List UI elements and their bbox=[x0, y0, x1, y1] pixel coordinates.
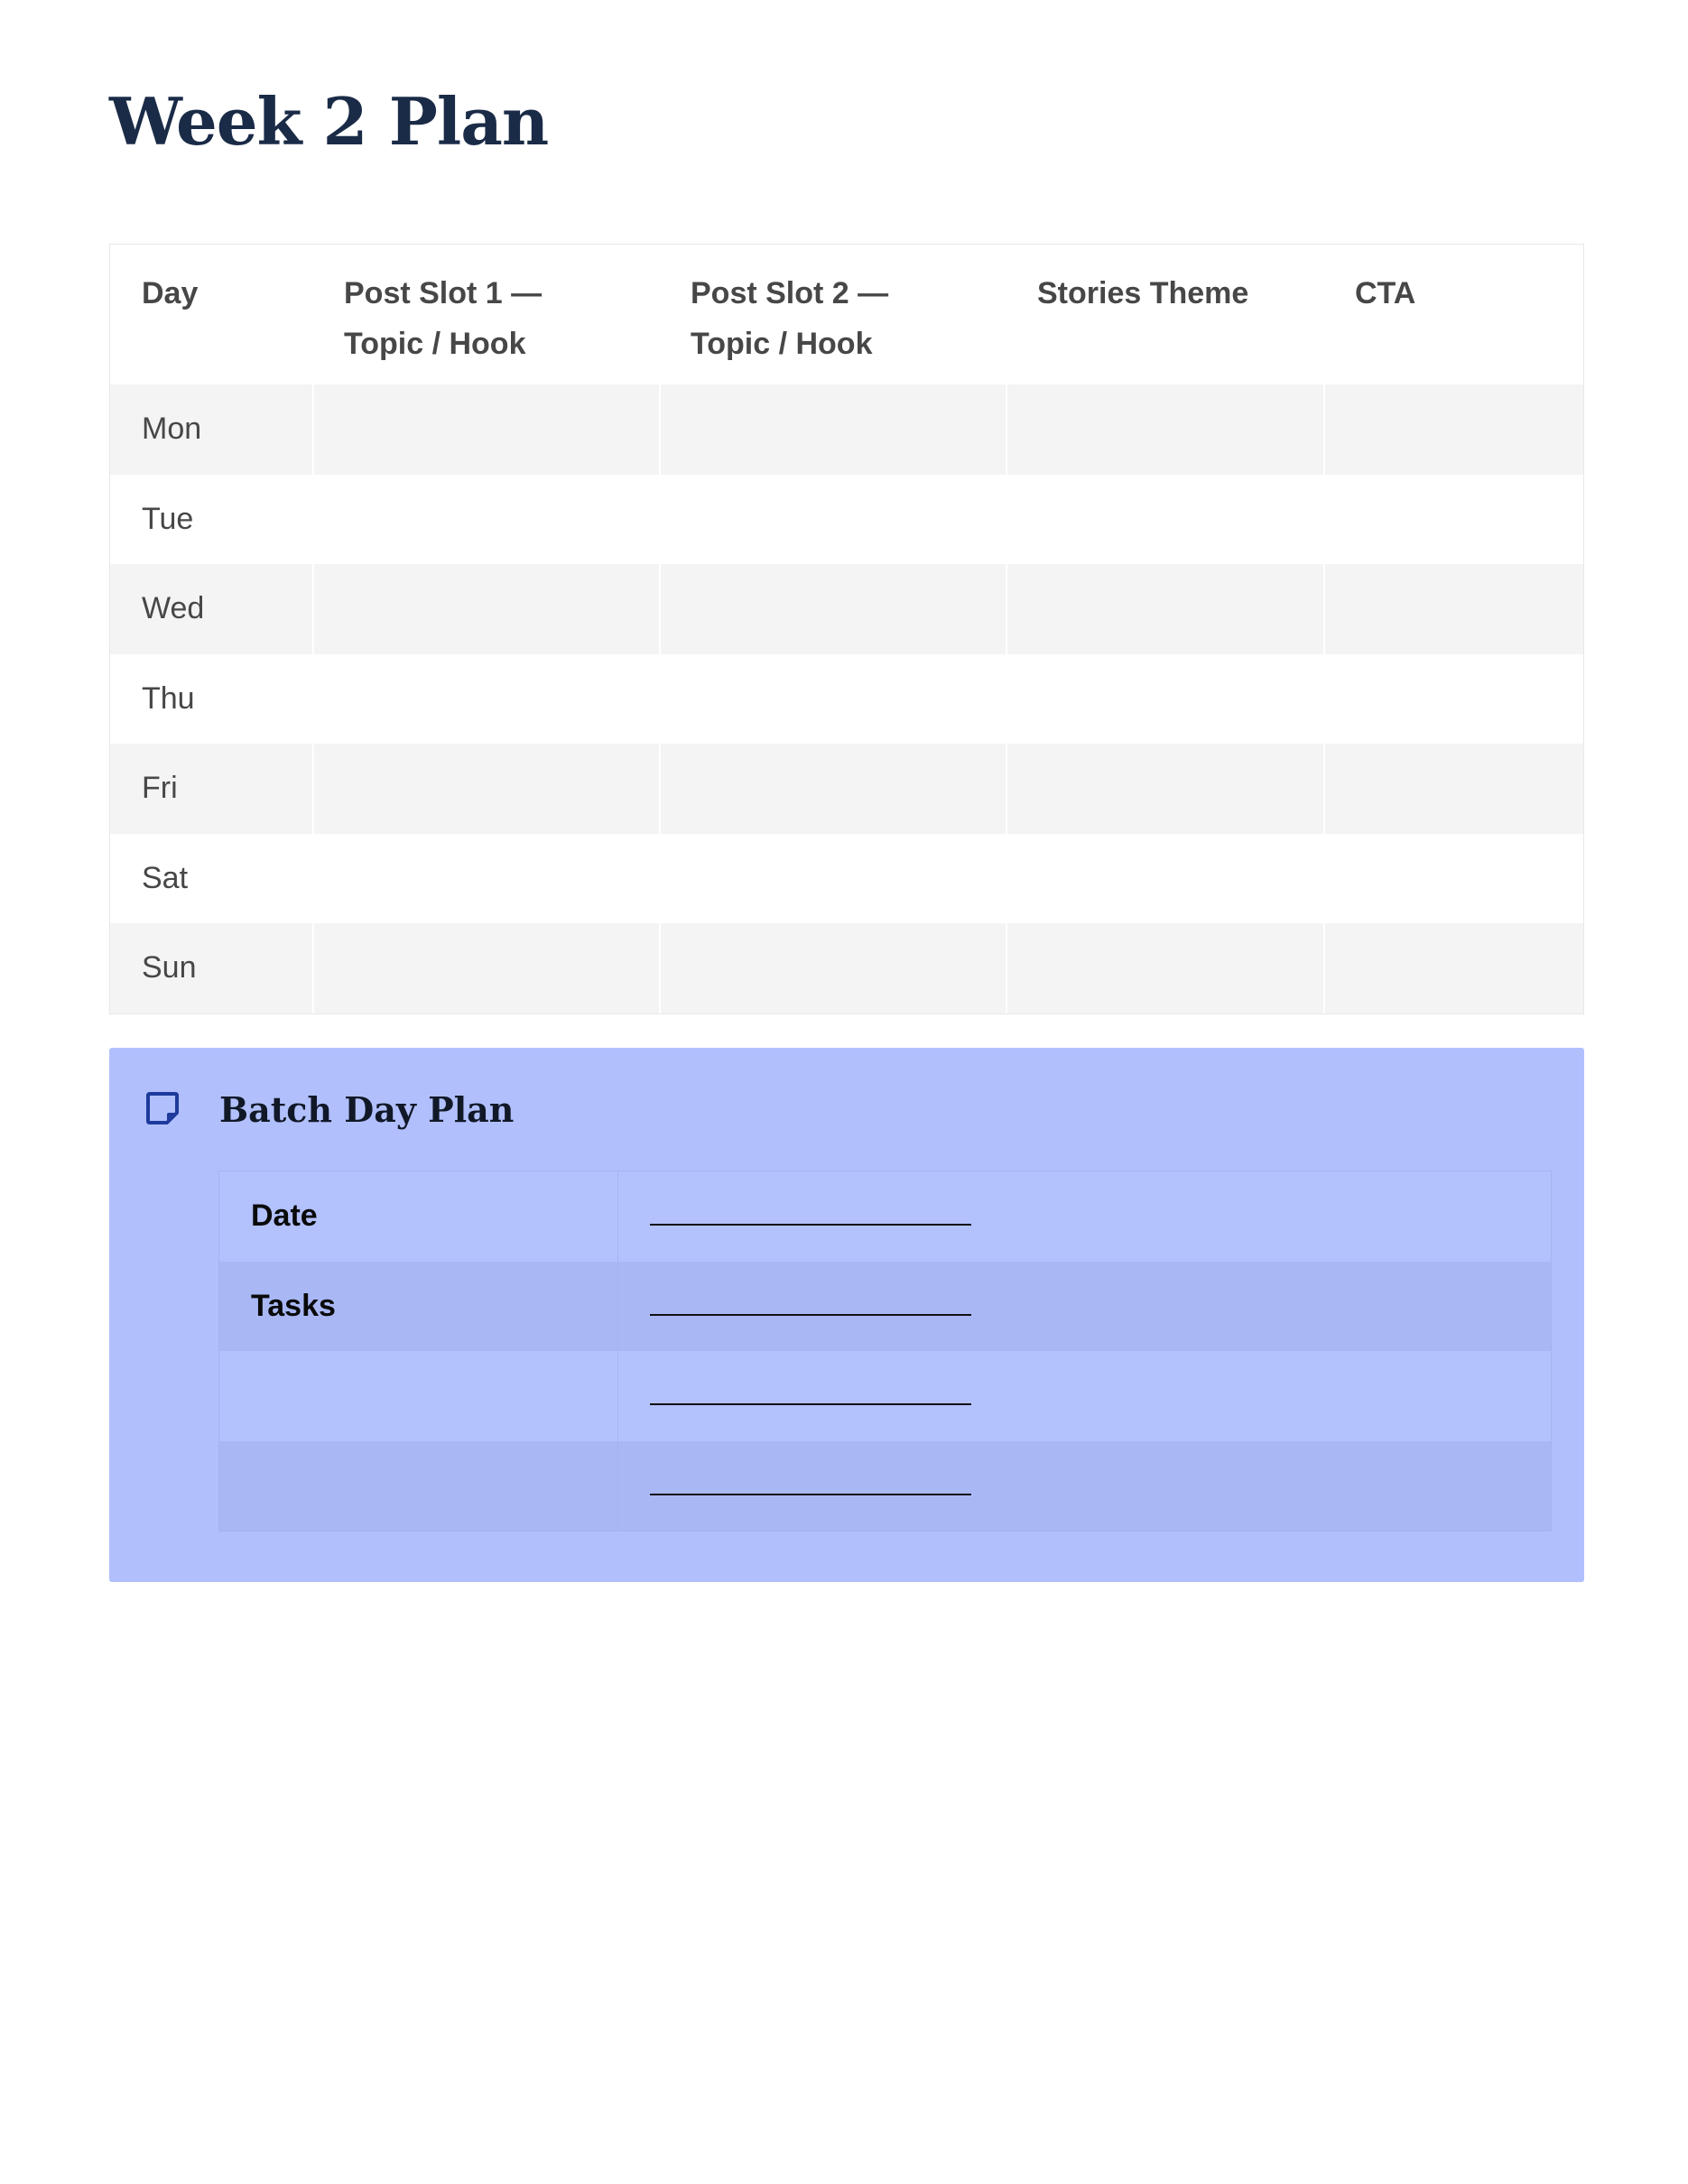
post-slot-1-cell[interactable] bbox=[312, 384, 659, 475]
table-row bbox=[110, 654, 1583, 745]
tasks-fill-in-field[interactable] bbox=[618, 1262, 1551, 1352]
cta-cell[interactable] bbox=[1323, 564, 1583, 654]
post-slot-1-cell[interactable] bbox=[312, 744, 659, 834]
post-slot-1-cell[interactable] bbox=[312, 923, 659, 1013]
post-slot-2-cell[interactable] bbox=[659, 744, 1006, 834]
cta-cell[interactable] bbox=[1323, 923, 1583, 1013]
post-slot-1-cell[interactable] bbox=[312, 564, 659, 654]
column-header-post-slot-2: Post Slot 2 — Topic / Hook bbox=[691, 276, 889, 361]
post-slot-1-cell[interactable] bbox=[312, 475, 659, 565]
column-header-cta: CTA bbox=[1355, 276, 1416, 310]
table-header-row bbox=[110, 245, 1583, 384]
day-cell: Mon bbox=[142, 412, 202, 447]
post-slot-2-cell[interactable] bbox=[659, 475, 1006, 565]
day-cell: Fri bbox=[142, 771, 178, 806]
fill-in-line bbox=[650, 1403, 971, 1405]
table-row bbox=[219, 1262, 1551, 1352]
cta-cell[interactable] bbox=[1323, 384, 1583, 475]
stories-theme-cell[interactable] bbox=[1006, 564, 1323, 654]
table-row bbox=[110, 475, 1583, 565]
day-cell: Thu bbox=[142, 680, 195, 716]
stories-theme-cell[interactable] bbox=[1006, 475, 1323, 565]
stories-theme-cell[interactable] bbox=[1006, 744, 1323, 834]
row-label-empty bbox=[219, 1441, 618, 1532]
day-cell: Wed bbox=[142, 591, 205, 626]
task-fill-in-field[interactable] bbox=[618, 1441, 1551, 1532]
day-cell: Sat bbox=[142, 860, 189, 895]
table-row bbox=[110, 744, 1583, 834]
date-fill-in-field[interactable] bbox=[618, 1171, 1551, 1262]
page-title: Week 2 Plan bbox=[109, 83, 549, 160]
row-label-date: Date bbox=[219, 1171, 618, 1262]
batch-day-table bbox=[218, 1171, 1552, 1532]
row-label-tasks: Tasks bbox=[219, 1262, 618, 1352]
column-header-day: Day bbox=[142, 276, 199, 310]
task-fill-in-field[interactable] bbox=[618, 1351, 1551, 1441]
column-header-stories-theme: Stories Theme bbox=[1037, 276, 1249, 310]
table-row bbox=[110, 834, 1583, 924]
row-label-empty bbox=[219, 1351, 618, 1441]
post-slot-2-cell[interactable] bbox=[659, 654, 1006, 745]
stories-theme-cell[interactable] bbox=[1006, 834, 1323, 924]
batch-day-callout bbox=[109, 1048, 1584, 1582]
post-slot-2-cell[interactable] bbox=[659, 384, 1006, 475]
week-plan-table bbox=[109, 244, 1584, 1014]
table-row bbox=[110, 564, 1583, 654]
cta-cell[interactable] bbox=[1323, 744, 1583, 834]
table-row bbox=[110, 384, 1583, 475]
table-row bbox=[219, 1171, 1551, 1262]
stories-theme-cell[interactable] bbox=[1006, 923, 1323, 1013]
fill-in-line bbox=[650, 1224, 971, 1226]
cta-cell[interactable] bbox=[1323, 654, 1583, 745]
post-slot-1-cell[interactable] bbox=[312, 834, 659, 924]
cta-cell[interactable] bbox=[1323, 475, 1583, 565]
table-row bbox=[219, 1441, 1551, 1532]
column-header-post-slot-1: Post Slot 1 — Topic / Hook bbox=[344, 276, 543, 361]
table-row bbox=[110, 923, 1583, 1013]
table-row bbox=[219, 1351, 1551, 1441]
day-cell: Tue bbox=[142, 501, 194, 536]
stories-theme-cell[interactable] bbox=[1006, 654, 1323, 745]
fill-in-line bbox=[650, 1494, 971, 1495]
cta-cell[interactable] bbox=[1323, 834, 1583, 924]
post-slot-2-cell[interactable] bbox=[659, 564, 1006, 654]
fill-in-line bbox=[650, 1314, 971, 1316]
stories-theme-cell[interactable] bbox=[1006, 384, 1323, 475]
post-slot-2-cell[interactable] bbox=[659, 923, 1006, 1013]
sticky-note-icon bbox=[145, 1091, 180, 1125]
callout-title: Batch Day Plan bbox=[219, 1089, 515, 1130]
post-slot-1-cell[interactable] bbox=[312, 654, 659, 745]
post-slot-2-cell[interactable] bbox=[659, 834, 1006, 924]
day-cell: Sun bbox=[142, 950, 197, 986]
